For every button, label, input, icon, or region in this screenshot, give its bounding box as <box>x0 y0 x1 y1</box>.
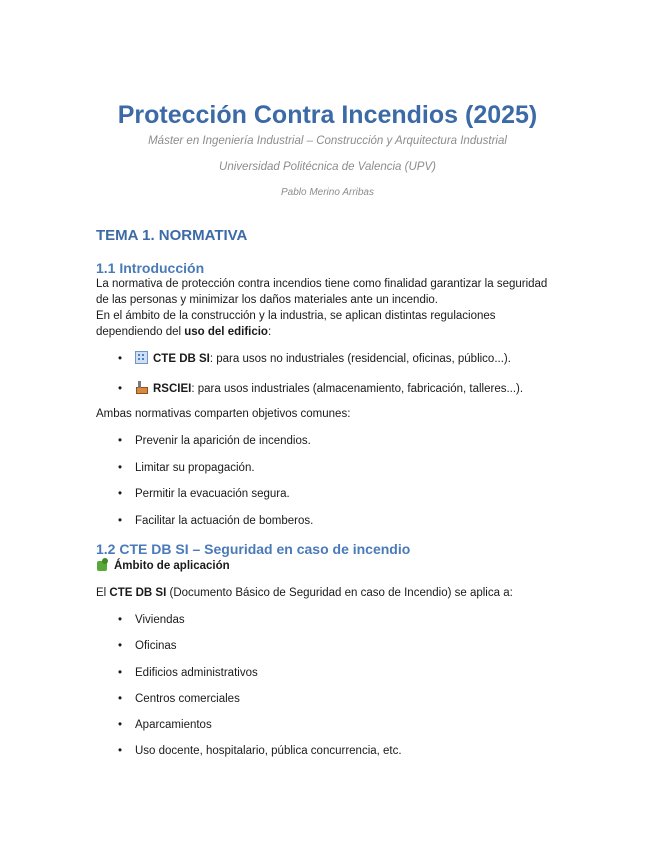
bullet-icon: • <box>118 693 123 705</box>
intro-line-3: En el ámbito de la construcción y la industria, se aplican distintas regulaciones <box>96 310 496 322</box>
scope-label: Ámbito de aplicación <box>114 560 230 572</box>
applies-post: (Documento Básico de Seguridad en caso de Incendio) se aplica a: <box>166 587 513 599</box>
intro-line-4 <box>96 324 576 340</box>
intro-line-4-pre: dependiendo del <box>96 326 185 338</box>
use-text: Uso docente, hospitalario, pública concurrencia, etc. <box>135 745 402 757</box>
factory-icon <box>135 381 149 394</box>
norm-name: CTE DB SI <box>153 353 210 365</box>
norm-description: : para usos no industriales (residencial, oficinas, público...). <box>209 353 511 365</box>
applies-bold: CTE DB SI <box>109 587 167 599</box>
use-text: Edificios administrativos <box>135 667 258 679</box>
bullet-icon: • <box>118 640 123 652</box>
bullet-icon: • <box>118 488 123 500</box>
tema-heading: TEMA 1. NORMATIVA <box>96 227 248 244</box>
cte-heading: 1.2 CTE DB SI – Seguridad en caso de incendio <box>96 541 411 557</box>
bullet-icon: • <box>118 383 123 395</box>
document-subtitle: Máster en Ingeniería Industrial – Construcción y Arquitectura Industrial <box>148 135 507 147</box>
bullet-icon: • <box>118 667 123 679</box>
use-text: Oficinas <box>135 640 177 652</box>
scope-label-line <box>96 558 576 574</box>
bullet-icon: • <box>118 614 123 626</box>
bullet-icon: • <box>118 745 123 757</box>
norm-description: : para usos industriales (almacenamiento, fabricación, talleres...). <box>191 383 524 395</box>
norm-item-text <box>135 381 523 397</box>
use-text: Viviendas <box>135 614 185 626</box>
intro-line-2: de las personas y minimizar los daños materiales ante un incendio. <box>96 294 438 306</box>
document-title: Protección Contra Incendios (2025) <box>117 101 538 129</box>
objective-text: Permitir la evacuación segura. <box>135 488 290 500</box>
author-name: Pablo Merino Arribas <box>280 187 374 198</box>
uso-edificio-bold: uso del edificio <box>184 326 268 338</box>
bullet-icon: • <box>118 719 123 731</box>
university-name: Universidad Politécnica de Valencia (UPV) <box>219 161 436 173</box>
cte-applies-text <box>96 585 576 601</box>
use-text: Centros comerciales <box>135 693 240 705</box>
objective-text: Facilitar la actuación de bomberos. <box>135 515 314 527</box>
objective-text: Limitar su propagación. <box>135 462 255 474</box>
bullet-icon: • <box>118 353 123 365</box>
intro-heading: 1.1 Introducción <box>96 260 205 276</box>
use-text: Aparcamientos <box>135 719 212 731</box>
norm-name: RSCIEI <box>153 383 192 395</box>
bullet-icon: • <box>118 462 123 474</box>
bullet-icon: • <box>118 515 123 527</box>
norm-item-text <box>135 351 511 367</box>
objective-text: Prevenir la aparición de incendios. <box>135 435 311 447</box>
applies-pre: El <box>96 587 110 599</box>
intro-line-1: La normativa de protección contra incendios tiene como finalidad garantizar la seguridad <box>96 278 548 290</box>
puzzle-icon <box>96 558 110 572</box>
intro-line-4-post: : <box>267 326 272 338</box>
bullet-icon: • <box>118 435 123 447</box>
building-icon <box>135 351 148 364</box>
shared-objectives-intro: Ambas normativas comparten objetivos comunes: <box>96 408 351 420</box>
